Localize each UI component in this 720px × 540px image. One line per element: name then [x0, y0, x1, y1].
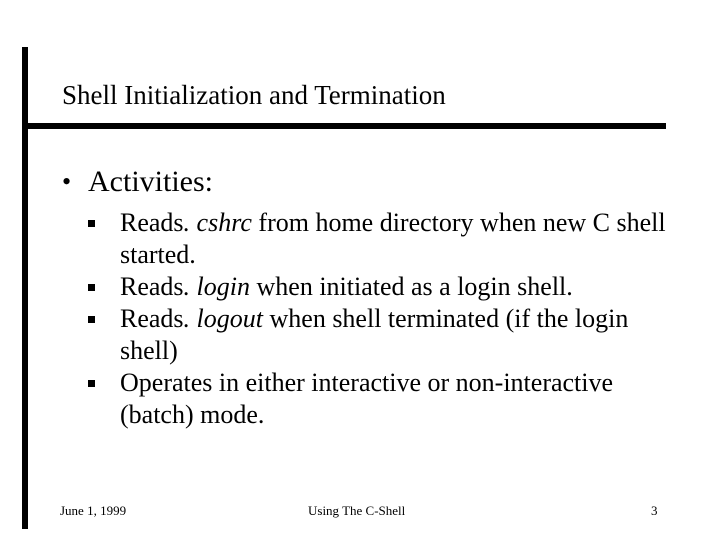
- left-vertical-rule: [22, 47, 28, 529]
- sub-bullet-filename: . login: [183, 272, 250, 301]
- square-bullet-icon: [88, 220, 95, 227]
- footer-presentation-title: Using The C-Shell: [308, 503, 406, 518]
- sub-bullet-text: from home directory when new C shell started.: [120, 208, 666, 269]
- sub-bullet-item: [88, 367, 680, 431]
- square-bullet-icon: [88, 316, 95, 323]
- square-bullet-icon: [88, 380, 95, 387]
- main-bullet-label: Activities:: [88, 165, 213, 198]
- footer-date: June 1, 1999: [60, 503, 127, 518]
- sub-bullet-text: Reads: [120, 304, 184, 333]
- title-underline-rule: [22, 123, 666, 129]
- sub-bullet-item: [88, 207, 680, 271]
- sub-bullet-filename: . cshrc: [183, 208, 252, 237]
- sub-bullet-text: Reads: [120, 208, 184, 237]
- sub-bullet-item: [88, 271, 680, 303]
- footer-page-number: 3: [651, 503, 658, 518]
- sub-bullet-text: when initiated as a login shell.: [250, 272, 573, 301]
- slide-title: Shell Initialization and Termination: [62, 80, 446, 110]
- square-bullet-icon: [88, 284, 95, 291]
- bullet-dot-icon: •: [62, 167, 72, 196]
- sub-bullet-text: Reads: [120, 272, 184, 301]
- sub-bullet-item: [88, 303, 680, 367]
- sub-bullet-list: [88, 207, 680, 431]
- sub-bullet-text: Operates in either interactive or non-interactive (batch) mode.: [120, 368, 614, 429]
- sub-bullet-filename: . logout: [183, 304, 263, 333]
- main-bullet: [62, 164, 213, 200]
- sub-bullet-text: when shell terminated (if the login shell): [120, 304, 629, 365]
